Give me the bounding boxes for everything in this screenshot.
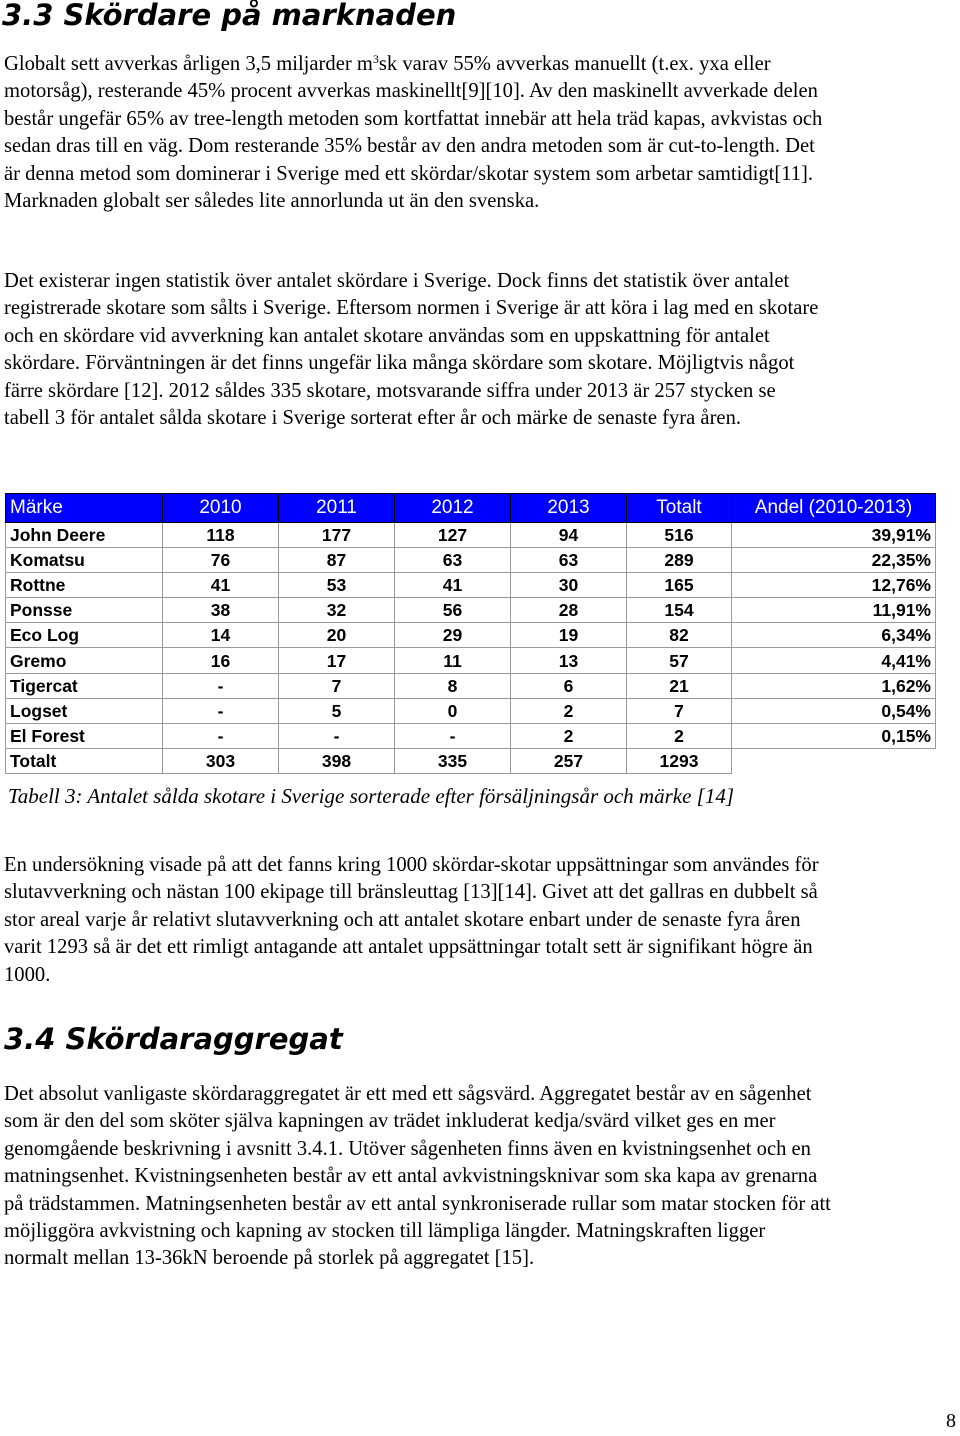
value-cell: 2 bbox=[627, 724, 732, 749]
table-row bbox=[6, 522, 936, 547]
value-cell: 127 bbox=[395, 522, 511, 547]
paragraph-line: tabell 3 för antalet sålda skotare i Sverige sorterat efter år och märke de senaste fyra åren. bbox=[4, 407, 742, 430]
value-cell: 41 bbox=[163, 572, 279, 597]
paragraph-setups bbox=[4, 852, 956, 989]
share-cell: 39,91% bbox=[732, 522, 936, 547]
paragraph-line: matningsenhet. Kvistningsenheten består av ett antal avkvistningsknivar som ska kapa av grenarna bbox=[4, 1165, 818, 1188]
value-cell: 5 bbox=[279, 698, 395, 723]
value-cell: 94 bbox=[511, 522, 627, 547]
value-cell: 63 bbox=[395, 547, 511, 572]
paragraph-line: är denna metod som dominerar i Sverige med ett skördar/skotar system som arbetar samtidigt[11]. bbox=[4, 162, 814, 185]
value-cell: 11 bbox=[395, 648, 511, 673]
brand-cell: John Deere bbox=[6, 522, 163, 547]
value-cell: - bbox=[163, 673, 279, 698]
forwarder-sales-table bbox=[5, 493, 936, 774]
brand-cell: Logset bbox=[6, 698, 163, 723]
paragraph-line: möjliggöra avkvistning och kapning av stocken till lämpliga längder. Matningskraften ligger bbox=[4, 1220, 766, 1243]
paragraph-line: slutavverkning och nästan 100 ekipage till bränsleuttag [13][14]. Givet att det gallras en dubbelt så bbox=[4, 881, 818, 904]
column-header: Märke bbox=[6, 494, 163, 523]
paragraph-line: normalt mellan 13-36kN beroende på storlek på aggregatet [15]. bbox=[4, 1247, 535, 1270]
share-cell: 0,54% bbox=[732, 698, 936, 723]
brand-cell: Totalt bbox=[6, 749, 163, 774]
paragraph-line: 1000. bbox=[4, 963, 51, 986]
value-cell: 63 bbox=[511, 547, 627, 572]
value-cell: 82 bbox=[627, 623, 732, 648]
value-cell: 53 bbox=[279, 572, 395, 597]
value-cell: 19 bbox=[511, 623, 627, 648]
brand-cell: Komatsu bbox=[6, 547, 163, 572]
table-row bbox=[6, 648, 936, 673]
value-cell: 87 bbox=[279, 547, 395, 572]
value-cell: 289 bbox=[627, 547, 732, 572]
value-cell: 16 bbox=[163, 648, 279, 673]
value-cell: 1293 bbox=[627, 749, 732, 774]
paragraph-statistics bbox=[4, 268, 956, 432]
paragraph-line: En undersökning visade på att det fanns kring 1000 skördar-skotar uppsättningar som användes för bbox=[4, 854, 819, 876]
value-cell: 8 bbox=[395, 673, 511, 698]
value-cell: 38 bbox=[163, 598, 279, 623]
paragraph-line: skördare. Förväntningen är det finns ungefär lika många skördare som skotare. Möjligtvis något bbox=[4, 352, 795, 375]
paragraph-line: färre skördare [12]. 2012 såldes 335 skotare, motsvarande siffra under 2013 är 257 stycken se bbox=[4, 379, 776, 402]
paragraph-line: på trädstammen. Matningsenheten består av ett antal synkroniserade rullar som matar stocken för att bbox=[4, 1192, 831, 1215]
value-cell: 7 bbox=[627, 698, 732, 723]
value-cell: - bbox=[279, 724, 395, 749]
paragraph-global-harvesting bbox=[4, 51, 956, 215]
table-row bbox=[6, 673, 936, 698]
value-cell: 335 bbox=[395, 749, 511, 774]
value-cell: 57 bbox=[627, 648, 732, 673]
paragraph-line: genomgående beskrivning i avsnitt 3.4.1. Utöver sågenheten finns även en kvistningsenhet och en bbox=[4, 1137, 811, 1160]
paragraph-line: Det existerar ingen statistik över antalet skördare i Sverige. Dock finns det statistik över antalet bbox=[4, 270, 790, 292]
value-cell: 2 bbox=[511, 724, 627, 749]
share-cell: 0,15% bbox=[732, 724, 936, 749]
share-cell: 6,34% bbox=[732, 623, 936, 648]
value-cell: - bbox=[395, 724, 511, 749]
value-cell: 2 bbox=[511, 698, 627, 723]
value-cell: 17 bbox=[279, 648, 395, 673]
value-cell: 6 bbox=[511, 673, 627, 698]
share-cell: 22,35% bbox=[732, 547, 936, 572]
share-cell: 1,62% bbox=[732, 673, 936, 698]
value-cell: 32 bbox=[279, 598, 395, 623]
value-cell: 28 bbox=[511, 598, 627, 623]
paragraph-line: stor areal varje år relativt slutavverkning och att antalet skotare enbart under de senaste fyra åren bbox=[4, 908, 801, 931]
brand-cell: Ponsse bbox=[6, 598, 163, 623]
value-cell: 7 bbox=[279, 673, 395, 698]
value-cell: 14 bbox=[163, 623, 279, 648]
table-row bbox=[6, 698, 936, 723]
superscript: 3 bbox=[372, 52, 379, 66]
value-cell: 20 bbox=[279, 623, 395, 648]
share-cell: 11,91% bbox=[732, 598, 936, 623]
value-cell: 303 bbox=[163, 749, 279, 774]
value-cell: 56 bbox=[395, 598, 511, 623]
value-cell: - bbox=[163, 698, 279, 723]
text-fragment: Globalt sett avverkas årligen 3,5 miljarder m bbox=[4, 53, 373, 75]
share-cell: 4,41% bbox=[732, 648, 936, 673]
paragraph-line: varit 1293 så är det ett rimligt antagande att antalet uppsättningar totalt sett är signifikant högre än bbox=[4, 936, 813, 959]
column-header: 2012 bbox=[395, 494, 511, 523]
value-cell: 41 bbox=[395, 572, 511, 597]
paragraph-line: registrerade skotare som sålts i Sverige. Eftersom normen i Sverige är att köra i lag med en skotare bbox=[4, 297, 819, 320]
value-cell: 177 bbox=[279, 522, 395, 547]
table-header-row bbox=[6, 494, 936, 523]
table-caption: Tabell 3: Antalet sålda skotare i Sverige sorterade efter försäljningsår och märke [14] bbox=[8, 784, 735, 808]
table-body bbox=[6, 522, 936, 774]
share-cell bbox=[732, 749, 936, 774]
column-header: Totalt bbox=[627, 494, 732, 523]
paragraph-harvester-head bbox=[4, 1081, 956, 1273]
value-cell: 516 bbox=[627, 522, 732, 547]
value-cell: 257 bbox=[511, 749, 627, 774]
value-cell: 29 bbox=[395, 623, 511, 648]
value-cell: 165 bbox=[627, 572, 732, 597]
column-header: Andel (2010-2013) bbox=[732, 494, 936, 523]
value-cell: 154 bbox=[627, 598, 732, 623]
value-cell: 118 bbox=[163, 522, 279, 547]
brand-cell: Gremo bbox=[6, 648, 163, 673]
table-row bbox=[6, 724, 936, 749]
paragraph-line: består ungefär 65% av tree-length metoden som kortfattat innebär att hela träd kapas, avkvistas och bbox=[4, 107, 823, 130]
section-heading-3-4: 3.4 Skördaraggregat bbox=[4, 1022, 343, 1056]
value-cell: 13 bbox=[511, 648, 627, 673]
value-cell: 0 bbox=[395, 698, 511, 723]
brand-cell: Rottne bbox=[6, 572, 163, 597]
table-row bbox=[6, 572, 936, 597]
paragraph-line bbox=[4, 51, 956, 78]
value-cell: 76 bbox=[163, 547, 279, 572]
brand-cell: Eco Log bbox=[6, 623, 163, 648]
table-row bbox=[6, 623, 936, 648]
page-number: 8 bbox=[946, 1410, 956, 1432]
column-header: 2013 bbox=[511, 494, 627, 523]
paragraph-line: Det absolut vanligaste skördaraggregatet är ett med ett sågsvärd. Aggregatet består av en sågenhet bbox=[4, 1083, 812, 1105]
column-header: 2011 bbox=[279, 494, 395, 523]
table-row bbox=[6, 547, 936, 572]
table-row bbox=[6, 749, 936, 774]
paragraph-line: som är den del som sköter själva kapningen av trädet inkluderat kedja/svärd vilket ges en mer bbox=[4, 1110, 776, 1133]
paragraph-line: motorsåg), resterande 45% procent avverkas maskinellt[9][10]. Av den maskinellt avverkade delen bbox=[4, 80, 818, 103]
paragraph-line: Marknaden globalt ser således lite annorlunda ut än den svenska. bbox=[4, 190, 540, 213]
brand-cell: Tigercat bbox=[6, 673, 163, 698]
value-cell: 30 bbox=[511, 572, 627, 597]
paragraph-line: sedan dras till en väg. Dom resterande 35% består av den andra metoden som är cut-to-length. Det bbox=[4, 135, 815, 158]
table-row bbox=[6, 598, 936, 623]
value-cell: 21 bbox=[627, 673, 732, 698]
value-cell: 398 bbox=[279, 749, 395, 774]
paragraph-line: och en skördare vid avverkning kan antalet skotare användas som en uppskattning för antalet bbox=[4, 324, 770, 347]
share-cell: 12,76% bbox=[732, 572, 936, 597]
value-cell: - bbox=[163, 724, 279, 749]
brand-cell: El Forest bbox=[6, 724, 163, 749]
column-header: 2010 bbox=[163, 494, 279, 523]
text-fragment: sk varav 55% avverkas manuellt (t.ex. yxa eller bbox=[378, 53, 771, 75]
section-heading-3-3: 3.3 Skördare på marknaden bbox=[2, 0, 457, 32]
